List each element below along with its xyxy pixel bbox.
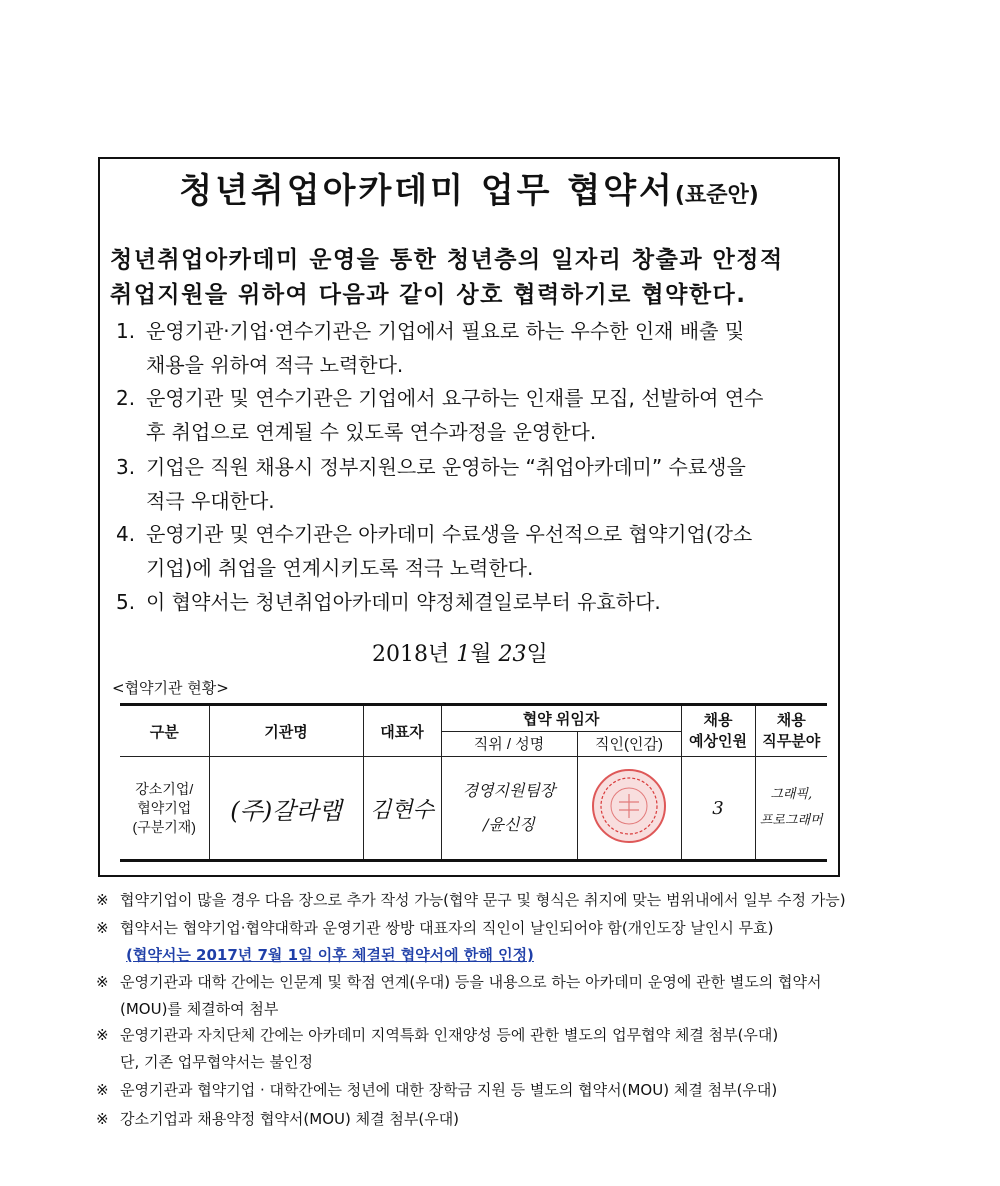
note-text: 운영기관과 대학 간에는 인문계 및 학점 연계(우대) 등을 내용으로 하는 아카데미 운영에 관한 별도의 협약서 [120,973,822,991]
cell-position-name: 경영지원팀장 /윤신징 [441,757,577,861]
cell-representative: 김현수 [363,757,441,861]
reference-mark: ※ [96,973,109,991]
note-5 [96,1079,777,1101]
clause-text: 이 협약서는 청년취업아카데미 약정체결일로부터 유효하다. [146,590,661,614]
note-text-cont: (MOU)를 체결하여 첨부 [120,1000,279,1018]
header-org-name: 기관명 [209,705,363,757]
cell-org-name: (주)갈라랩 [209,757,363,861]
reference-mark: ※ [96,919,109,937]
note-3 [96,971,822,1020]
section-label: <협약기관 현황> [112,679,229,697]
header-category: 구분 [120,705,209,757]
note-6 [96,1108,459,1130]
title-sub: (표준안) [674,183,759,208]
note-text: 운영기관과 자치단체 간에는 아카데미 지역특화 인재양성 등에 관한 별도의 업무협약 체결 첨부(우대) [120,1026,779,1044]
reference-mark: ※ [96,1110,109,1128]
clause-2 [116,381,846,449]
clause-text: 기업은 직원 채용시 정부지원으로 운영하는 “취업아카데미” 수료생을 [146,455,746,479]
clause-number: 4. [116,522,136,546]
clause-number: 3. [116,455,136,479]
intro-line-2: 취업지원을 위하여 다음과 같이 상호 협력하기로 협약한다. [110,282,747,308]
note-text: 운영기관과 협약기업 · 대학간에는 청년에 대한 장학금 지원 등 별도의 협약서(MOU) 체결 첨부(우대) [120,1081,778,1099]
header-position-name: 직위 / 성명 [441,731,577,757]
company-seal-icon [589,766,669,846]
cell-category: 강소기업/ 협약기업 (구분기재) [120,757,209,861]
note-4 [96,1024,778,1073]
clause-text: 운영기관·기업·연수기관은 기업에서 필요로 하는 우수한 인재 배출 및 [146,319,745,343]
reference-mark: ※ [96,1081,109,1099]
date-day-label: 일 [526,642,548,667]
note-text: 협약기업이 많을 경우 다음 장으로 추가 작성 가능(협약 문구 및 형식은 취지에 맞는 범위내에서 일부 수정 가능) [120,891,846,909]
clause-text-cont: 채용을 위하여 적극 노력한다. [146,353,404,377]
header-delegate: 협약 위임자 [441,705,681,732]
header-hiring-count: 채용 예상인원 [681,705,755,757]
cell-seal [577,757,681,861]
reference-mark: ※ [96,891,109,909]
date-day-handwritten: 23 [498,642,527,667]
clause-4 [116,517,846,585]
clause-text: 운영기관 및 연수기관은 아카데미 수료생을 우선적으로 협약기업(강소 [146,522,753,546]
clause-text-cont: 기업)에 취업을 연계시키도록 적극 노력한다. [146,556,534,580]
note-1 [96,889,846,911]
header-seal: 직인(인감) [577,731,681,757]
clause-5 [116,585,846,619]
header-hiring-field: 채용 직무분야 [755,705,827,757]
signing-date [372,637,548,668]
clause-3 [116,450,846,518]
note-text: 강소기업과 채용약정 협약서(MOU) 체결 첨부(우대) [120,1110,460,1128]
note-text: 협약서는 협약기업·협약대학과 운영기관 쌍방 대표자의 직인이 날인되어야 함(개인도장 날인시 무효) [120,919,774,937]
date-month-label: 월 [470,642,492,667]
clause-number: 1. [116,319,136,343]
cell-hiring-count: 3 [681,757,755,861]
note-2 [96,917,773,939]
validity-note: (협약서는 2017년 7월 1일 이후 체결된 협약서에 한해 인정) [126,946,534,964]
clause-text-cont: 적극 우대한다. [146,489,275,513]
reference-mark: ※ [96,1026,109,1044]
partner-table [120,703,827,862]
clause-number: 5. [116,590,136,614]
cell-hiring-field: 그래픽, 프로그래머 [755,757,827,861]
document-title [98,163,840,212]
note-text-cont: 단, 기존 업무협약서는 불인정 [120,1053,313,1071]
clause-number: 2. [116,386,136,410]
title-main: 청년취업아카데미 업무 협약서 [179,171,675,211]
intro-line-1: 청년취업아카데미 운영을 통한 청년층의 일자리 창출과 안정적 [110,247,784,273]
clause-1 [116,314,846,382]
clause-text-cont: 후 취업으로 연계될 수 있도록 연수과정을 운영한다. [146,420,597,444]
header-representative: 대표자 [363,705,441,757]
clause-text: 운영기관 및 연수기관은 기업에서 요구하는 인재를 모집, 선발하여 연수 [146,386,764,410]
date-month-handwritten: 1 [456,642,471,667]
date-year: 2018년 [372,642,450,667]
